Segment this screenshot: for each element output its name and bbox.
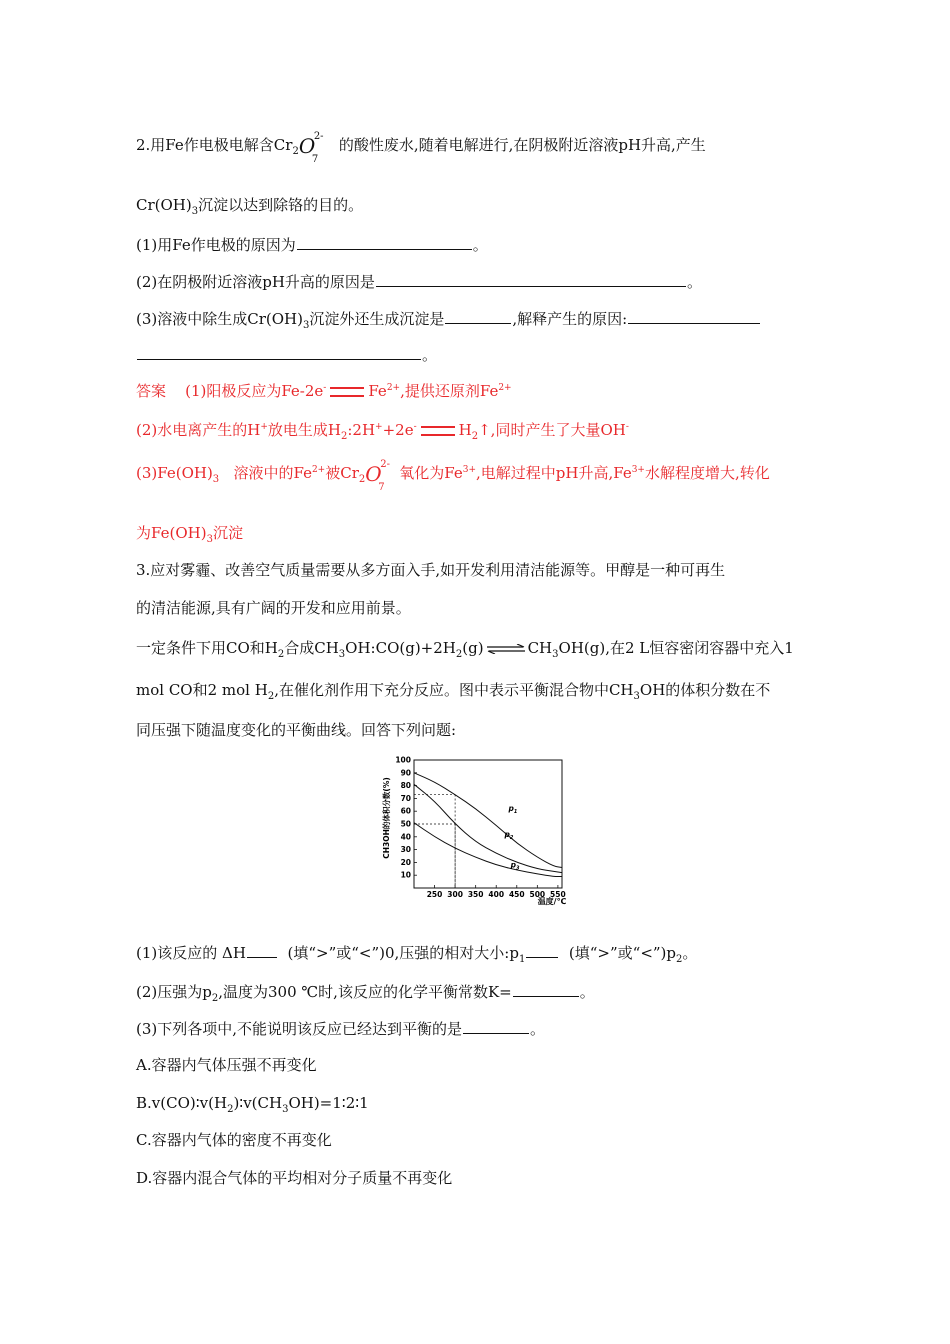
equal-sign-arrow xyxy=(330,387,364,397)
x-tick-label: 550 xyxy=(550,890,566,899)
answer-label: 答案 xyxy=(136,382,167,400)
q2-stem-line: 2.用Fe作电极电解含$Cr_2$ O 7 2- 的酸性废水,随着电解进行,在阴极附近溶液pH升高,产生 xyxy=(136,131,706,165)
x-tick-label: 500 xyxy=(529,890,546,899)
q2-part-3: (3)溶液中除生成$Cr(OH)_3$沉淀外还生成沉淀是 ,解释产生的原因: xyxy=(136,307,761,332)
y-tick-label: 60 xyxy=(400,806,411,816)
chart-x-axis-label: 温度/℃ xyxy=(537,897,567,906)
answer-blank[interactable] xyxy=(137,343,421,360)
dichromate-ion: O 7 2- xyxy=(298,131,324,165)
answer-line-4: 为$Fe(OH)_3$沉淀 xyxy=(136,524,243,545)
y-tick-label: 30 xyxy=(400,845,411,855)
y-tick-label: 90 xyxy=(400,768,411,778)
x-tick-label: 400 xyxy=(488,890,505,899)
answer-blank[interactable] xyxy=(445,307,511,324)
answer-blank[interactable] xyxy=(376,270,686,287)
q3-line-4: mol CO和2 mol $H_2$,在催化剂作用下充分反应。图中表示平衡混合物中$CH_3OH$的体积分数在不 xyxy=(136,681,771,702)
q2-part-2: (2)在阴极附近溶液pH升高的原因是 。 xyxy=(136,270,702,292)
q3-sub-3: (3)下列各项中,不能说明该反应已经达到平衡的是 。 xyxy=(136,1017,545,1039)
answer-blank[interactable] xyxy=(628,307,760,324)
option-d: D.容器内混合气体的平均相对分子质量不再变化 xyxy=(136,1169,453,1187)
x-tick-label: 350 xyxy=(467,890,484,899)
y-tick-label: 20 xyxy=(400,857,411,867)
series-line-p3 xyxy=(414,823,562,877)
option-c: C.容器内气体的密度不再变化 xyxy=(136,1131,332,1149)
answer-blank[interactable] xyxy=(463,1017,529,1034)
series-label-p1: $p_1$ xyxy=(508,804,518,816)
q3-line-2: 的清洁能源,具有广阔的开发和应用前景。 xyxy=(136,599,411,617)
chart-y-axis-label: CH3OH的体积分数(%) xyxy=(382,777,391,859)
answer-blank[interactable] xyxy=(247,941,277,958)
option-a: A.容器内气体压强不再变化 xyxy=(136,1056,317,1074)
q3-line-3: 一定条件下用CO和$H_2$合成$CH_3OH:CO(g)+2H_2(g)$ $CH_3OH(g)$,在2 L恒容密闭容器中充入1 xyxy=(136,639,794,660)
answer-line-1: 答案 (1)阳极反应为Fe-2e- $Fe^{2+}$,提供还原剂$Fe^{2+}$ xyxy=(136,382,512,400)
q2-part-3-cont: 。 xyxy=(136,343,437,365)
x-tick-label: 450 xyxy=(508,890,525,899)
dichromate-ion: O 7 2- xyxy=(365,459,391,493)
series-label-p2: $p_2$ xyxy=(504,829,514,841)
option-b: $B.v(CO)∶v(H_2)∶v(CH_3OH)=1∶2∶1$ xyxy=(136,1094,369,1115)
q3-sub-2: (2)压强为$p_2$,温度为300 ℃时,该反应的化学平衡常数K= 。 xyxy=(136,980,595,1005)
y-tick-label: 80 xyxy=(400,781,411,791)
y-tick-label: 50 xyxy=(400,819,411,829)
methanol-equilibrium-chart xyxy=(378,752,568,910)
y-tick-label: 10 xyxy=(400,870,411,880)
x-tick-label: 300 xyxy=(447,890,463,899)
series-line-p2 xyxy=(414,784,562,872)
series-line-p1 xyxy=(414,773,562,868)
q3-line-5: 同压强下随温度变化的平衡曲线。回答下列问题: xyxy=(136,721,457,739)
y-tick-label: 100 xyxy=(395,755,411,765)
y-tick-label: 70 xyxy=(400,793,411,803)
x-tick-label: 250 xyxy=(426,890,443,899)
equal-sign-arrow xyxy=(421,426,455,436)
q2-part-1: (1)用Fe作电极的原因为 。 xyxy=(136,233,488,255)
reversible-arrow-icon xyxy=(486,644,526,654)
answer-line-3: $(3)Fe(OH)_3$ 溶液中的$Fe^{2+}$被$Cr_2$ O 7 2- 氧化为$Fe^{3+}$,电解过程中pH升高$,Fe^{3+}$水解程度增大,转化 xyxy=(136,459,770,493)
answer-line-2: (2)水电离产生的H+放电生成$H_2:2H^++2e^-$ $H_2↑$,同时产生了大量OH- xyxy=(136,421,629,442)
series-label-p3: $p_3$ xyxy=(510,860,520,872)
y-tick-label: 40 xyxy=(400,832,411,842)
q3-sub-1: (1)该反应的 ΔH (填“>”或“<”)0,压强的相对大小$:p_1$ (填“>”或“$<”)p_2$。 xyxy=(136,941,697,966)
answer-blank[interactable] xyxy=(297,233,472,250)
q2-stem-line-2: $Cr(OH)_3$沉淀以达到除铬的目的。 xyxy=(136,196,364,217)
answer-blank[interactable] xyxy=(526,941,558,958)
answer-blank[interactable] xyxy=(513,980,579,997)
q3-line-1: 3.应对雾霾、改善空气质量需要从多方面入手,如开发利用清洁能源等。甲醇是一种可再生 xyxy=(136,561,726,579)
